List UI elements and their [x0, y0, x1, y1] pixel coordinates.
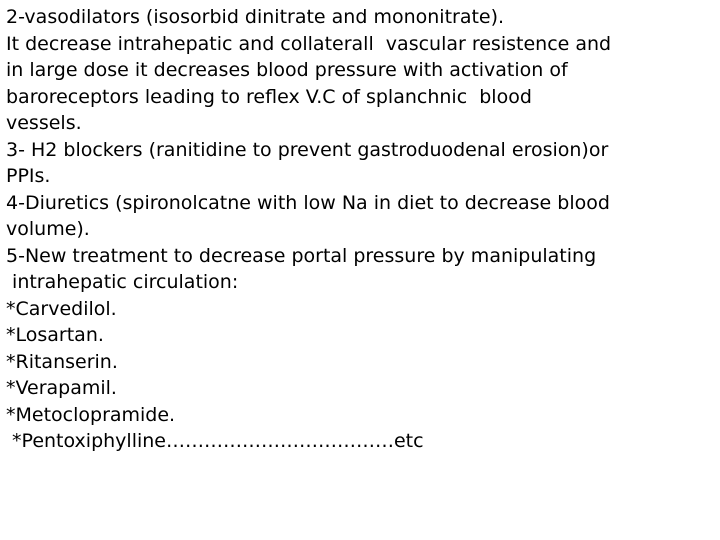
list-item-losartan: *Losartan.: [6, 324, 104, 346]
text-line-vessels: vessels.: [6, 112, 82, 134]
text-line-new-treatment: 5-New treatment to decrease portal pressure by manipulating: [6, 244, 597, 267]
text-line-ppis: PPIs.: [6, 165, 51, 187]
list-item-ritanserin: *Ritanserin.: [6, 350, 118, 373]
text-line-volume: volume).: [6, 218, 90, 240]
list-item-pentoxiphylline: *Pentoxiphylline………………………………etc: [6, 430, 424, 452]
text-line-diuretics: 4-Diuretics (spironolcatne with low Na in diet to decrease blood: [6, 191, 610, 214]
text-line-intrahepatic-circulation: intrahepatic circulation:: [6, 271, 239, 293]
text-line-vasodilators: 2-vasodilators (isosorbid dinitrate and mononitrate).: [6, 6, 505, 28]
text-line-baroreceptors: baroreceptors leading to reflex V.C of splanchnic blood: [6, 85, 532, 108]
text-line-resistance: It decrease intrahepatic and collaterall vascular resistence and: [6, 32, 612, 55]
text-line-blood-pressure: in large dose it decreases blood pressure with activation of: [6, 59, 568, 81]
document-body: [6, 4, 718, 455]
list-item-metoclopramide: *Metoclopramide.: [6, 403, 176, 426]
list-item-verapamil: *Verapamil.: [6, 377, 117, 399]
list-item-carvedilol: *Carvedilol.: [6, 297, 117, 320]
text-line-h2-blockers: 3- H2 blockers (ranitidine to prevent gastroduodenal erosion)or: [6, 138, 609, 161]
